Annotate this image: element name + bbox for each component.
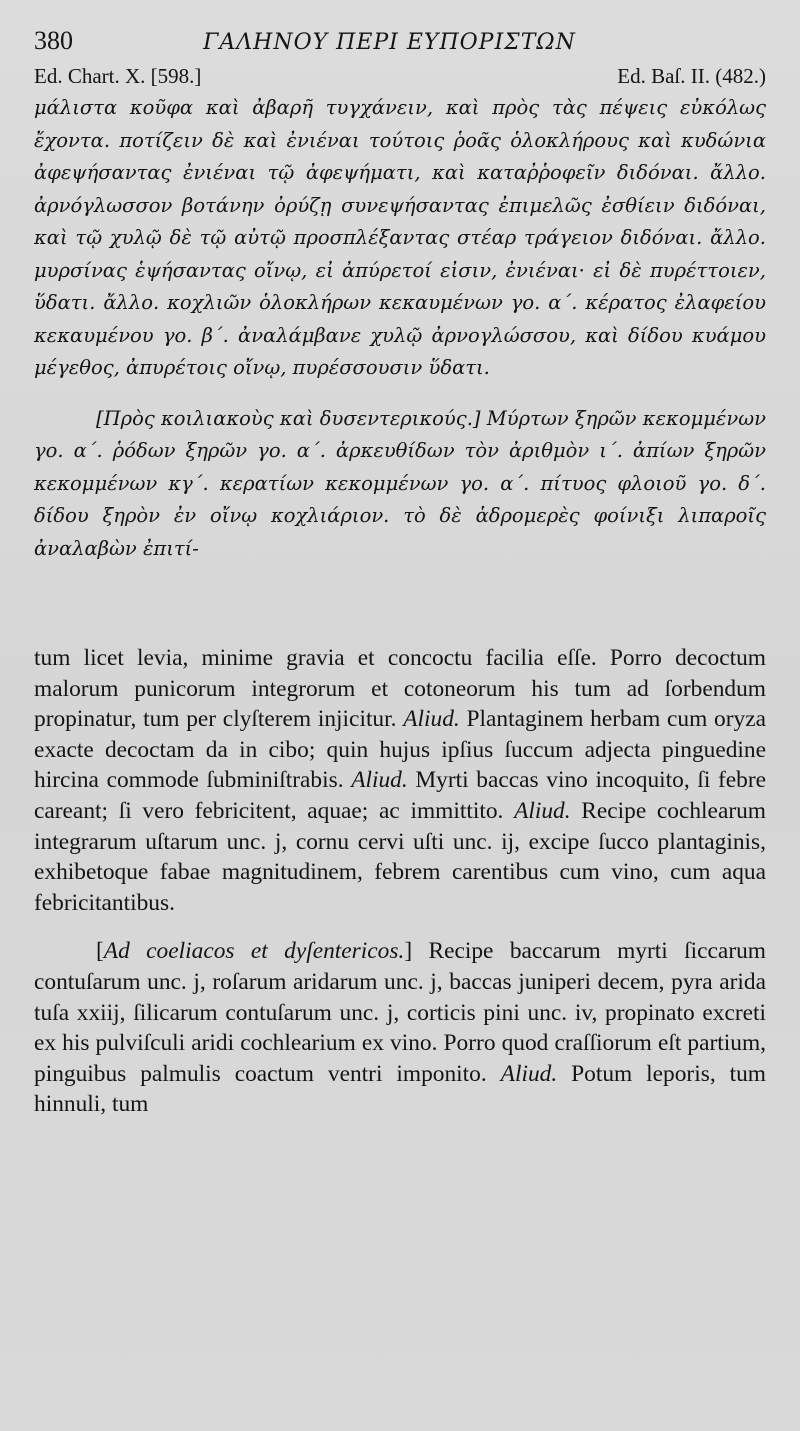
page-number: 380: [34, 26, 73, 55]
bracket-close: ]: [404, 938, 413, 965]
greek-section-heading: [Πρὸς κοιλιακοὺς καὶ δυσεντερικούς.]: [96, 406, 481, 430]
edition-left: Ed. Chart. X. [598.]: [34, 64, 202, 88]
latin-p2-part-a: Recipe baccarum myrti ſiccarum contuſarum unc. j, roſarum aridarum unc. j, baccas juniperi decem, pyra arida tuſa xxiij, ſilicarum contuſarum unc. j, corticis pini unc. iv, propinato excreti ex his pulviſculi aridi cochlearium ex vino. Porro quod craſſiorum eſt partium, pinguibus palmulis coactum ventri imponito.: [34, 938, 766, 1087]
latin-p1-part-a: tum licet levia, minime gravia et concoctu facilia eſſe. Porro decoctum malorum punicorum integrorum et cotoneorum his tum ad ſorbendum propinatur, tum per clyſterem injicitur.: [34, 645, 766, 733]
latin-section-heading: Ad coeliacos et dyſentericos.: [103, 938, 405, 965]
column-gap: [34, 565, 766, 643]
aliud-label: Aliud.: [403, 706, 460, 733]
page-header: [34, 26, 766, 62]
greek-paragraph-1: μάλιστα κοῦφα καὶ ἀβαρῆ τυγχάνειν, καὶ πρὸς τὰς πέψεις εὐκόλως ἔχοντα. ποτίζειν δὲ καὶ ἐνιέναι τούτοις ῥοᾶς ὁλοκλήρους καὶ κυδώνια ἀφεψήσαντας ἐνιέναι τῷ ἀφεψήματι, καὶ καταῤῥοφεῖν διδόναι. ἄλλο. ἀρνόγλωσσον βοτάνην ὀρύζῃ συνεψήσαντας ἐπιμελῶς ἐσθίειν διδόναι, καὶ τῷ χυλῷ δὲ τῷ αὐτῷ προσπλέξαντας στέαρ τράγειον διδόναι. ἄλλο. μυρσίνας ἑψήσαντας οἴνῳ, εἰ ἀπύρετοί εἰσιν, ἐνιέναι· εἰ δὲ πυρέττοιεν, ὕδατι. ἄλλο. κοχλιῶν ὁλοκλήρων κεκαυμένων γο. α΄. κέρατος ἐλαφείου κεκαυμένου γο. β΄. ἀναλάμβανε χυλῷ ἀρνογλώσσου, καὶ δίδου κυάμου μέγεθος, ἀπυρέτοις οἴνῳ, πυρέσσουσιν ὕδατι.: [34, 96, 766, 379]
edition-right: Ed. Baſ. II. (482.): [617, 64, 766, 88]
greek-paragraph-2-body: Μύρτων ξηρῶν κεκομμένων γο. α΄. ῥόδων ξηρῶν γο. α΄. ἀρκευθίδων τὸν ἀριθμὸν ι΄. ἀπίων ξηρῶν κεκομμένων κγ΄. κερατίων κεκομμένων γο. α΄. πίτυος φλοιοῦ γο. δ΄. δίδου ξηρὸν ἐν οἴνῳ κοχλιάριον. τὸ δὲ ἁδρομερὲς φοίνιξι λιπαροῖς ἀναλαβὼν ἐπιτί-: [34, 406, 767, 560]
latin-paragraph-1: [34, 643, 766, 918]
bracket-open: [: [96, 938, 104, 965]
latin-p1-part-c: Myrti baccas vino incoquito, ſi febre careant; ſi vero febricitent, aquae; ac immittito.: [34, 767, 767, 824]
aliud-label: Aliud.: [500, 1060, 558, 1087]
latin-p2-part-b: Potum leporis, tum hinnuli, tum: [34, 1060, 766, 1118]
aliud-label: Aliud.: [514, 797, 571, 824]
greek-text: [34, 92, 766, 565]
latin-paragraph-2: [34, 936, 766, 1120]
running-title: ΓΑΛΗΝΟΥ ΠΕΡΙ ΕΥΠΟΡΙΣΤΩΝ: [203, 30, 576, 55]
greek-paragraph-2: [34, 403, 766, 566]
edition-references: [34, 64, 766, 92]
aliud-label: Aliud.: [351, 767, 408, 794]
latin-text: [34, 643, 766, 1120]
latin-p1-part-d: Recipe cochlearum integrarum uſtarum unc. j, cornu cervi uſti unc. ij, excipe ſucco plantaginis, exhibetoque fabae magnitudinem, febrem carentibus cum vino, cum aqua febricitantibus.: [34, 797, 767, 916]
latin-p1-part-b: Plantaginem herbam cum oryza exacte decoctam da in cibo; quin hujus ipſius ſuccum adjecta pinguedine hircina commode ſubminiſtrabis.: [34, 706, 766, 794]
